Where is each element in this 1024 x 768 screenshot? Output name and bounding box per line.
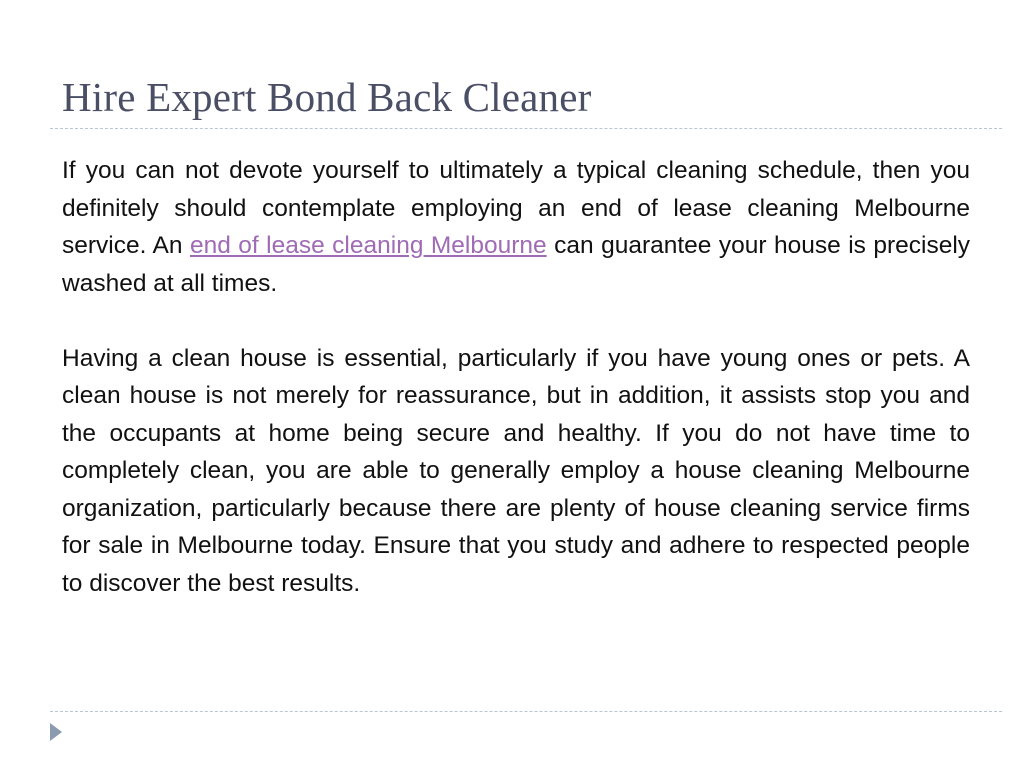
bottom-divider [50,711,1002,712]
play-triangle-icon [50,723,62,741]
slide-body [62,152,970,602]
paragraph-1-text-before-link: If you can not devote yourself to ultimately a typical cleaning schedule, then you definitely should contemplate employing an end of lease cleaning Melbourne service. An [62,157,970,259]
top-divider [50,128,1002,129]
slide-title: Hire Expert Bond Back Cleaner [62,74,592,120]
paragraph-1 [62,152,970,302]
paragraph-2: Having a clean house is essential, particularly if you have young ones or pets. A clean house is not merely for reassurance, but in addition, it assists stop you and the occupants at home being secure and healthy. If you do not have time to completely clean, you are able to generally employ a house cleaning Melbourne organization, particularly because there are plenty of house cleaning service firms for sale in Melbourne today. Ensure that you study and adhere to respected people to discover the best results. [62,344,970,597]
end-of-lease-cleaning-link[interactable]: end of lease cleaning Melbourne [189,232,547,259]
paragraph-1-text-after-link: can guarantee your house is precisely washed at all times. [62,232,971,297]
